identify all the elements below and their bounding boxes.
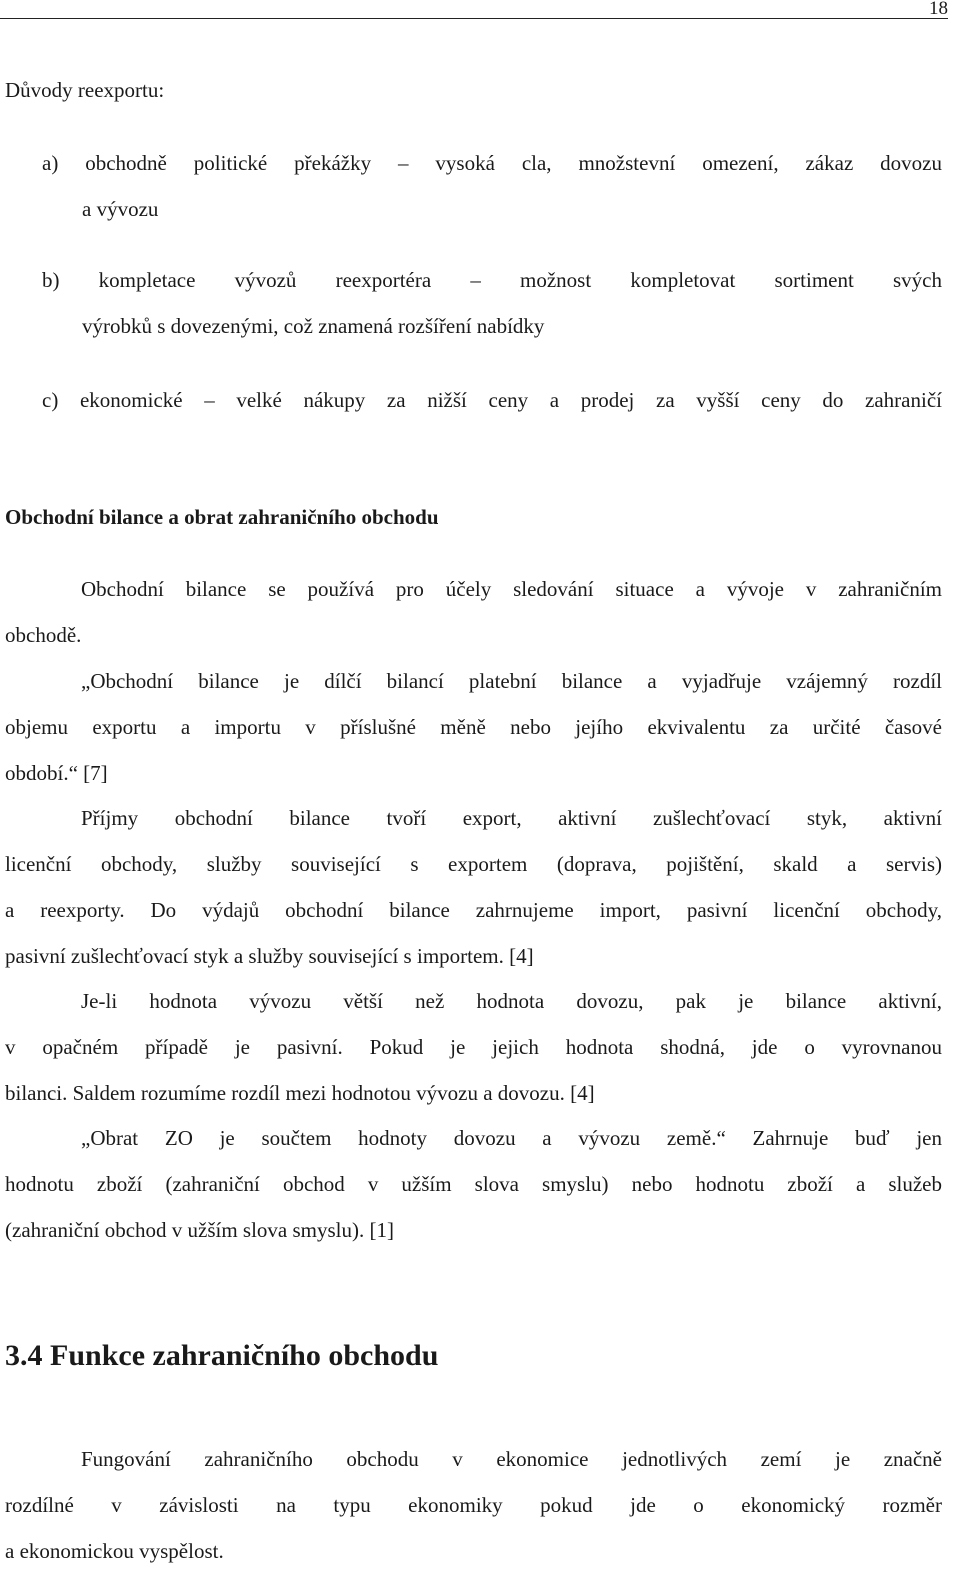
section-line-1: Fungování zahraničního obchodu v ekonomice jednotlivých zemí je značně <box>81 1447 942 1471</box>
reasons-heading: Důvody reexportu: <box>5 78 165 102</box>
list-item-a-line1: a) obchodně politické překážky – vysoká cla, množstevní omezení, zákaz dovozu <box>42 151 942 175</box>
balance-line-7: licenční obchody, služby související s exportem (doprava, pojištění, skald a servis) <box>5 852 942 876</box>
balance-line-4: objemu exportu a importu v příslušné měně nebo jejího ekvivalentu za určité časové <box>5 715 942 739</box>
balance-line-15: (zahraniční obchod v užším slova smyslu). [1] <box>5 1218 394 1242</box>
page-number: 18 <box>929 0 948 19</box>
balance-heading: Obchodní bilance a obrat zahraničního obchodu <box>5 505 439 529</box>
section-line-2: rozdílné v závislosti na typu ekonomiky pokud jde o ekonomický rozměr <box>5 1493 942 1517</box>
balance-line-6: Příjmy obchodní bilance tvoří export, aktivní zušlechťovací styk, aktivní <box>81 806 942 830</box>
list-item-b-line1: b) kompletace vývozů reexportéra – možnost kompletovat sortiment svých <box>42 268 942 292</box>
balance-line-11: v opačném případě je pasivní. Pokud je jejich hodnota shodná, jde o vyrovnanou <box>5 1035 942 1059</box>
balance-line-2: obchodě. <box>5 623 82 647</box>
list-item-b-line2: výrobků s dovezenými, což znamená rozšíření nabídky <box>82 314 545 338</box>
section-heading: 3.4 Funkce zahraničního obchodu <box>5 1339 439 1372</box>
header-rule <box>0 18 948 19</box>
balance-line-9: pasivní zušlechťovací styk a služby související s importem. [4] <box>5 944 534 968</box>
balance-line-5: období.“ [7] <box>5 761 108 785</box>
balance-line-10: Je-li hodnota vývozu větší než hodnota dovozu, pak je bilance aktivní, <box>81 989 942 1013</box>
list-item-a-line2: a vývozu <box>82 197 159 221</box>
list-item-c-line1: c) ekonomické – velké nákupy za nižší ceny a prodej za vyšší ceny do zahraničí <box>42 388 942 412</box>
balance-line-13: „Obrat ZO je součtem hodnoty dovozu a vývozu země.“ Zahrnuje buď jen <box>81 1126 942 1150</box>
balance-line-3: „Obchodní bilance je dílčí bilancí platební bilance a vyjadřuje vzájemný rozdíl <box>81 669 942 693</box>
section-line-3: a ekonomickou vyspělost. <box>5 1539 224 1563</box>
balance-line-14: hodnotu zboží (zahraniční obchod v užším slova smyslu) nebo hodnotu zboží a služeb <box>5 1172 942 1196</box>
balance-line-1: Obchodní bilance se používá pro účely sledování situace a vývoje v zahraničním <box>81 577 942 601</box>
balance-line-8: a reexporty. Do výdajů obchodní bilance zahrnujeme import, pasivní licenční obchody, <box>5 898 942 922</box>
balance-line-12: bilanci. Saldem rozumíme rozdíl mezi hodnotou vývozu a dovozu. [4] <box>5 1081 595 1105</box>
